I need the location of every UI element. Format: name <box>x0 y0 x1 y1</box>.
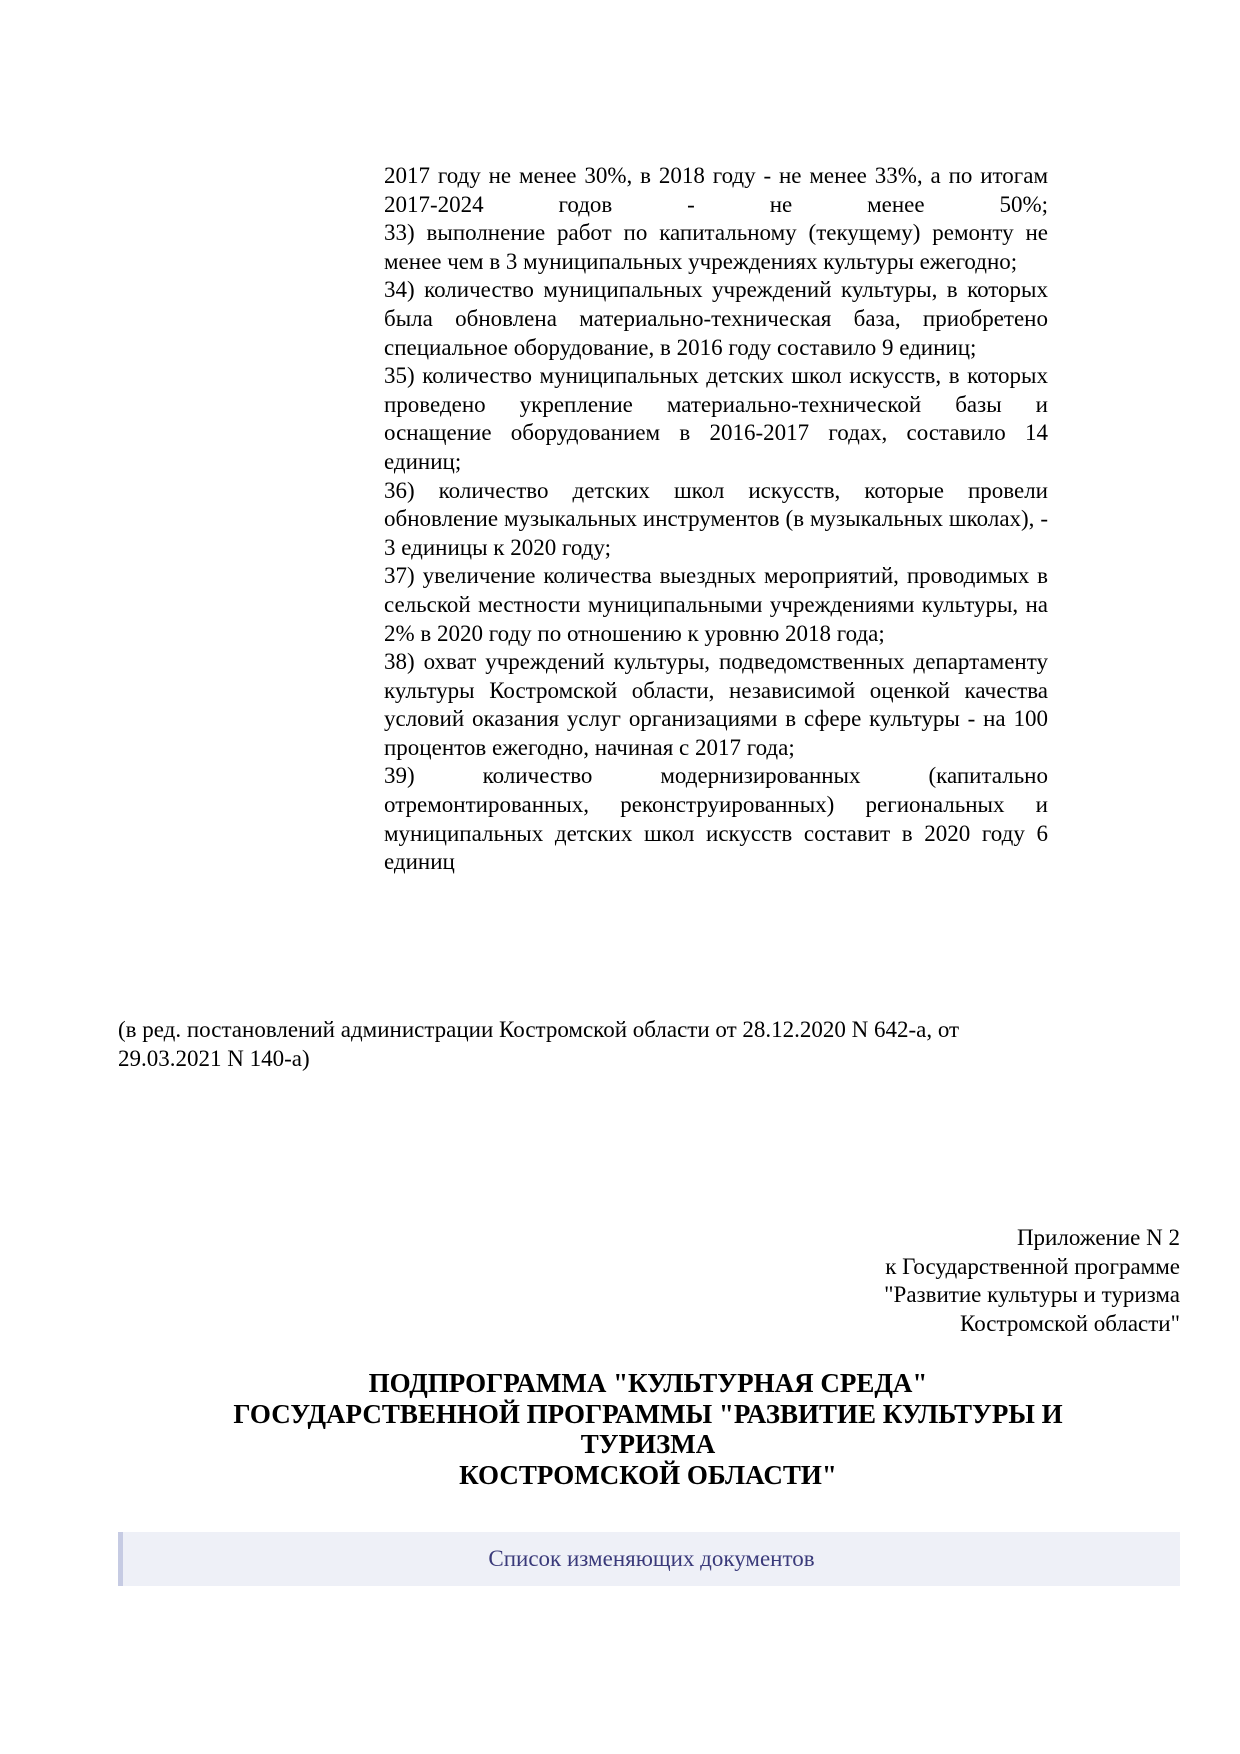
title-line-1: ПОДПРОГРАММА "КУЛЬТУРНАЯ СРЕДА" <box>368 1368 928 1398</box>
indicator-item: 38) охват учреждений культуры, подведомственных департаменту культуры Костромской области, независимой оценкой качества условий оказания услуг организациями в сфере культуры - на 100 процентов ежегодно, начиная с 2017 года; <box>384 649 1048 760</box>
amendment-note: (в ред. постановлений администрации Костромской области от 28.12.2020 N 642-а, от 29.03.2021 N 140-а) <box>118 1017 960 1071</box>
appendix-program-name: "Развитие культуры и туризма <box>884 1282 1180 1308</box>
changing-documents-box <box>118 1532 1180 1586</box>
indicator-item: 2017 году не менее 30%, в 2018 году - не менее 33%, а по итогам 2017-2024 годов - не менее 50%; <box>384 163 1048 217</box>
indicator-list <box>384 162 1048 877</box>
indicator-item: 34) количество муниципальных учреждений культуры, в которых была обновлена материально-техническая база, приобретено специальное оборудование, в 2016 году составило 9 единиц; <box>384 277 1048 360</box>
title-line-4: КОСТРОМСКОЙ ОБЛАСТИ" <box>459 1459 837 1490</box>
title-line-2: ГОСУДАРСТВЕННОЙ ПРОГРАММЫ "РАЗВИТИЕ КУЛЬТУРЫ И <box>233 1398 1063 1429</box>
indicator-item: 35) количество муниципальных детских школ искусств, в которых проведено укрепление материально-технической базы и оснащение оборудованием в 2016-2017 годах, составило 14 единиц; <box>384 363 1048 474</box>
changing-documents-label: Список изменяющих документов <box>488 1546 815 1571</box>
appendix-program-region: Костромской области" <box>960 1310 1180 1336</box>
appendix-number: Приложение N 2 <box>1016 1225 1180 1250</box>
title-line-3: ТУРИЗМА <box>580 1429 716 1459</box>
subprogram-title <box>118 1368 1178 1490</box>
indicator-item: 39) количество модернизированных (капитально отремонтированных, реконструированных) региональных и муниципальных детских школ искусств составит в 2020 году 6 единиц <box>384 763 1048 875</box>
indicator-item: 33) выполнение работ по капитальному (текущему) ремонту не менее чем в 3 муниципальных учреждениях культуры ежегодно; <box>384 220 1048 274</box>
indicator-item: 37) увеличение количества выездных мероприятий, проводимых в сельской местности муниципальными учреждениями культуры, на 2% в 2020 году по отношению к уровню 2018 года; <box>384 563 1048 646</box>
appendix-program-line: к Государственной программе <box>885 1253 1180 1279</box>
indicator-item: 36) количество детских школ искусств, которые провели обновление музыкальных инструментов (в музыкальных школах), - 3 единицы к 2020 году; <box>384 477 1048 560</box>
appendix-reference <box>660 1224 1180 1338</box>
